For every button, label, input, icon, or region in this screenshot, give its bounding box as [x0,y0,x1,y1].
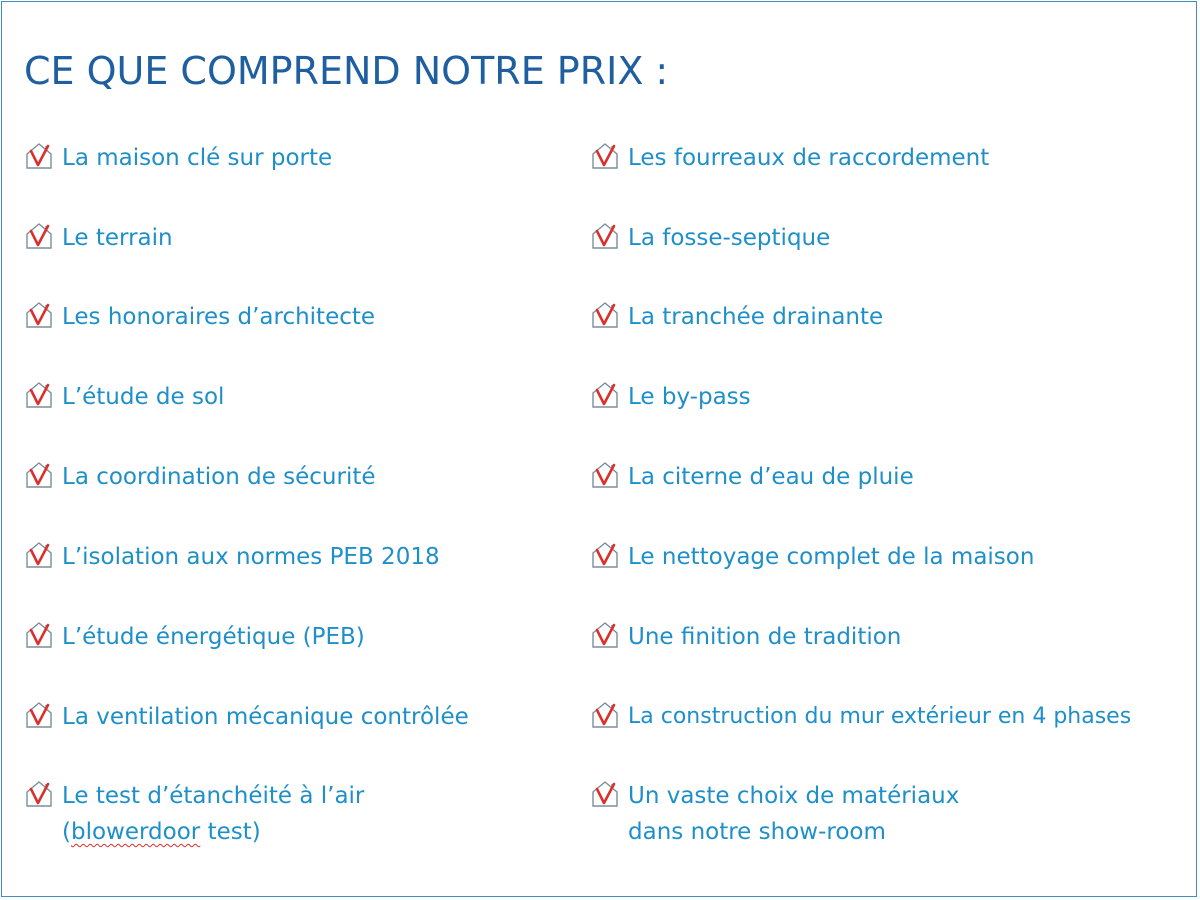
slide-frame [1,1,1197,897]
checked-house-icon [590,142,620,170]
page-title: CE QUE COMPREND NOTRE PRIX : [24,49,669,93]
list-item-label: La coordination de sécurité [62,464,376,490]
checked-house-icon [590,381,620,409]
checked-house-icon [590,222,620,250]
list-item-label [62,778,364,850]
list-item [590,778,959,850]
checked-house-icon [590,301,620,329]
checked-house-icon [24,142,54,170]
list-item [24,220,173,256]
checked-house-icon [24,701,54,729]
spellcheck-word: blowerdoor [70,819,201,845]
list-item-label: L’isolation aux normes PEB 2018 [62,544,440,570]
list-item [24,539,440,575]
list-item [24,299,375,335]
checked-house-icon [24,780,54,808]
list-item-label [628,778,959,850]
list-item [590,539,1034,575]
list-item-line [62,814,364,850]
list-item [590,379,751,415]
checked-house-icon [24,461,54,489]
list-item [590,140,989,176]
list-item-label: La fosse-septique [628,225,831,251]
list-item-label: Le terrain [62,225,173,251]
list-item [24,778,364,850]
checked-house-icon [24,222,54,250]
list-item [590,299,883,335]
checked-house-icon [590,701,620,729]
list-item [590,699,1131,735]
list-item-label: Une finition de tradition [628,624,902,650]
list-item-label: Le nettoyage complet de la maison [628,544,1035,570]
list-item [590,619,901,655]
list-item [24,140,332,176]
list-item-label: Les honoraires d’architecte [62,304,376,330]
list-item-line: dans notre show-room [628,819,886,845]
list-item [24,459,376,495]
checked-house-icon [24,541,54,569]
list-item-label: La citerne d’eau de pluie [628,464,914,490]
checked-house-icon [24,381,54,409]
list-item-line: Le test d’étanchéité à l’air [62,783,365,809]
list-item-line: Un vaste choix de matériaux [628,783,960,809]
paren-open: ( [62,819,71,845]
checked-house-icon [24,301,54,329]
list-item [24,619,365,655]
checked-house-icon [590,780,620,808]
list-item-label: Le by-pass [628,384,751,410]
list-item [590,220,830,256]
checked-house-icon [590,621,620,649]
checked-house-icon [590,541,620,569]
list-item-label: La maison clé sur porte [62,145,333,171]
list-item-label: La ventilation mécanique contrôlée [62,704,469,730]
list-item [24,699,469,735]
list-item [590,459,914,495]
list-item-line-rest: test) [200,819,261,845]
list-item-label: L’étude de sol [62,384,225,410]
list-item-label: La tranchée drainante [628,304,884,330]
list-item-label: Les fourreaux de raccordement [628,145,990,171]
checked-house-icon [590,461,620,489]
list-item [24,379,224,415]
list-item-label: La construction du mur extérieur en 4 phases [628,704,1132,729]
checked-house-icon [24,621,54,649]
list-item-label: L’étude énergétique (PEB) [62,624,365,650]
